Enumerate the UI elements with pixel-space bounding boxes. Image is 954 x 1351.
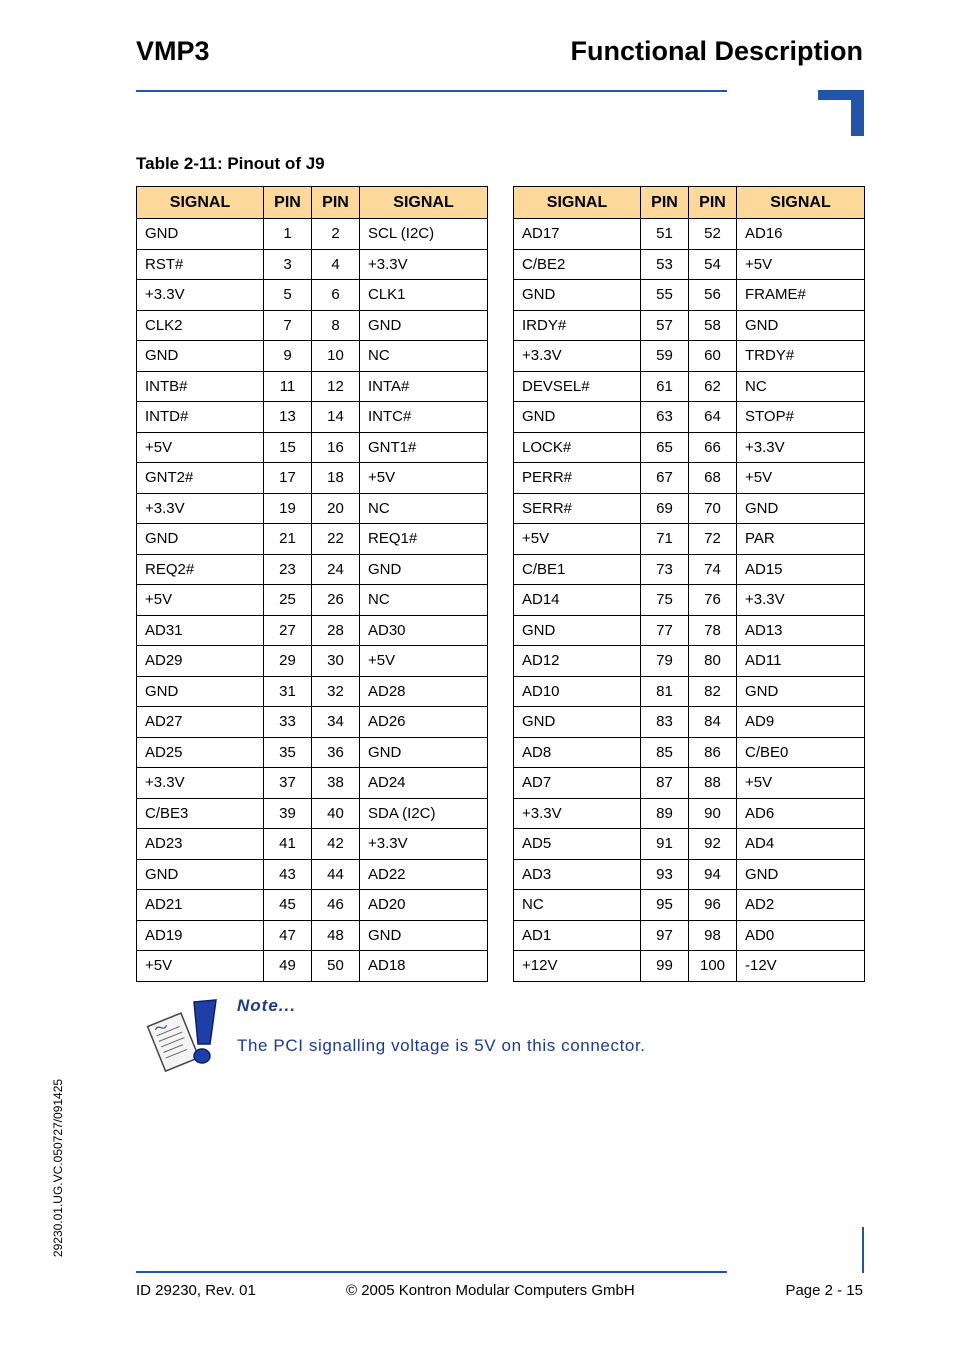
signal-cell: GND [514,402,641,433]
pin-cell: 21 [264,524,312,555]
footer-rule [136,1271,727,1273]
signal-cell: +5V [137,951,264,982]
pin-cell: 4 [312,249,360,280]
signal-cell: +3.3V [360,829,488,860]
signal-cell: AD6 [737,798,865,829]
signal-cell: C/BE0 [737,737,865,768]
pin-cell: 90 [689,798,737,829]
table-row [514,371,865,402]
pin-cell: 86 [689,737,737,768]
pin-cell: 57 [641,310,689,341]
pin-cell: 3 [264,249,312,280]
pin-cell: 33 [264,707,312,738]
pin-cell: 70 [689,493,737,524]
signal-cell: AD7 [514,768,641,799]
pin-cell: 29 [264,646,312,677]
table-row [514,890,865,921]
pin-cell: 63 [641,402,689,433]
signal-cell: AD13 [737,615,865,646]
pin-cell: 61 [641,371,689,402]
pin-cell: 35 [264,737,312,768]
pin-cell: 67 [641,463,689,494]
pin-cell: 10 [312,341,360,372]
pin-cell: 83 [641,707,689,738]
pin-cell: 88 [689,768,737,799]
pin-cell: 98 [689,920,737,951]
signal-cell: +3.3V [737,585,865,616]
pin-cell: 18 [312,463,360,494]
table-row [137,402,488,433]
pin-cell: 1 [264,219,312,250]
signal-cell: GND [514,615,641,646]
signal-cell: AD24 [360,768,488,799]
pin-cell: 71 [641,524,689,555]
pinout-table-left [136,186,488,982]
pin-cell: 79 [641,646,689,677]
table-row [137,951,488,982]
pin-cell: 22 [312,524,360,555]
signal-cell: AD25 [137,737,264,768]
signal-cell: GND [137,341,264,372]
signal-cell: GND [737,859,865,890]
pin-cell: 30 [312,646,360,677]
signal-cell: AD15 [737,554,865,585]
signal-cell: GND [360,737,488,768]
table-row [137,219,488,250]
signal-cell: +5V [737,463,865,494]
pin-cell: 46 [312,890,360,921]
pin-cell: 24 [312,554,360,585]
pin-cell: 62 [689,371,737,402]
pin-cell: 93 [641,859,689,890]
signal-cell: AD26 [360,707,488,738]
pin-cell: 32 [312,676,360,707]
signal-cell: AD12 [514,646,641,677]
signal-cell: NC [360,341,488,372]
pin-cell: 81 [641,676,689,707]
pin-cell: 50 [312,951,360,982]
column-header-pin: PIN [689,187,737,219]
footer-page-number: Page 2 - 15 [785,1282,863,1299]
signal-cell: IRDY# [514,310,641,341]
pin-cell: 60 [689,341,737,372]
signal-cell: AD2 [737,890,865,921]
table-row [137,768,488,799]
signal-cell: GND [137,524,264,555]
signal-cell: AD1 [514,920,641,951]
pin-cell: 58 [689,310,737,341]
table-row [514,951,865,982]
pin-cell: 91 [641,829,689,860]
pin-cell: 23 [264,554,312,585]
signal-cell: AD27 [137,707,264,738]
pin-cell: 2 [312,219,360,250]
table-row [514,798,865,829]
table-row [514,493,865,524]
pin-cell: 75 [641,585,689,616]
note-exclamation-icon [144,998,222,1074]
table-header-row [514,187,865,219]
table-caption: Table 2-11: Pinout of J9 [136,154,325,173]
column-header-signal: SIGNAL [737,187,865,219]
table-row [514,554,865,585]
signal-cell: GND [360,310,488,341]
signal-cell: RST# [137,249,264,280]
document-id-vertical: 29230.01.UG.VC.050727/091425 [51,1078,65,1258]
signal-cell: CLK1 [360,280,488,311]
pin-cell: 12 [312,371,360,402]
pin-cell: 65 [641,432,689,463]
signal-cell: DEVSEL# [514,371,641,402]
signal-cell: AD8 [514,737,641,768]
pin-cell: 55 [641,280,689,311]
pin-cell: 51 [641,219,689,250]
pin-cell: 15 [264,432,312,463]
signal-cell: LOCK# [514,432,641,463]
signal-cell: AD16 [737,219,865,250]
signal-cell: GND [514,280,641,311]
signal-cell: +5V [360,646,488,677]
pin-cell: 78 [689,615,737,646]
pin-cell: 66 [689,432,737,463]
footer-document-id: ID 29230, Rev. 01 [136,1282,256,1299]
signal-cell: AD18 [360,951,488,982]
signal-cell: INTB# [137,371,264,402]
pin-cell: 41 [264,829,312,860]
pin-cell: 16 [312,432,360,463]
table-row [137,432,488,463]
signal-cell: +5V [514,524,641,555]
table-row [514,737,865,768]
signal-cell: +3.3V [137,493,264,524]
pin-cell: 31 [264,676,312,707]
pin-cell: 89 [641,798,689,829]
header-section-title: Functional Description [570,36,863,66]
signal-cell: +3.3V [514,341,641,372]
table-row [137,585,488,616]
table-row [137,280,488,311]
table-row [514,524,865,555]
pin-cell: 34 [312,707,360,738]
signal-cell: +3.3V [137,768,264,799]
signal-cell: AD28 [360,676,488,707]
pin-cell: 28 [312,615,360,646]
signal-cell: NC [360,585,488,616]
table-row [137,707,488,738]
signal-cell: +12V [514,951,641,982]
pin-cell: 54 [689,249,737,280]
table-row [514,768,865,799]
pin-cell: 14 [312,402,360,433]
pin-cell: 100 [689,951,737,982]
signal-cell: CLK2 [137,310,264,341]
table-row [137,920,488,951]
signal-cell: INTD# [137,402,264,433]
table-row [137,676,488,707]
signal-cell: PERR# [514,463,641,494]
pin-cell: 42 [312,829,360,860]
pinout-table-right [513,186,865,982]
pin-cell: 85 [641,737,689,768]
table-row [514,646,865,677]
pin-cell: 72 [689,524,737,555]
signal-cell: +3.3V [360,249,488,280]
signal-cell: GND [737,493,865,524]
signal-cell: C/BE2 [514,249,641,280]
signal-cell: C/BE1 [514,554,641,585]
pin-cell: 7 [264,310,312,341]
corner-mark-vertical [851,90,864,136]
pin-cell: 52 [689,219,737,250]
header-product-title: VMP3 [136,36,210,66]
signal-cell: +3.3V [137,280,264,311]
signal-cell: AD9 [737,707,865,738]
signal-cell: AD4 [737,829,865,860]
pin-cell: 56 [689,280,737,311]
signal-cell: NC [360,493,488,524]
table-row [514,341,865,372]
table-row [514,676,865,707]
signal-cell: GND [360,920,488,951]
signal-cell: AD31 [137,615,264,646]
table-row [137,737,488,768]
signal-cell: AD19 [137,920,264,951]
table-row [514,920,865,951]
note-title: Note... [237,996,296,1015]
table-row [514,310,865,341]
table-row [137,493,488,524]
pin-cell: 37 [264,768,312,799]
pin-cell: 6 [312,280,360,311]
signal-cell: AD30 [360,615,488,646]
pin-cell: 76 [689,585,737,616]
signal-cell: GND [360,554,488,585]
signal-cell: -12V [737,951,865,982]
table-row [137,798,488,829]
signal-cell: INTC# [360,402,488,433]
signal-cell: AD21 [137,890,264,921]
table-row [514,249,865,280]
table-row [137,371,488,402]
column-header-pin: PIN [264,187,312,219]
column-header-pin: PIN [641,187,689,219]
pin-cell: 8 [312,310,360,341]
pin-cell: 82 [689,676,737,707]
table-row [514,432,865,463]
signal-cell: AD22 [360,859,488,890]
signal-cell: AD11 [737,646,865,677]
pin-cell: 5 [264,280,312,311]
signal-cell: AD17 [514,219,641,250]
signal-cell: NC [514,890,641,921]
footer-copyright: © 2005 Kontron Modular Computers GmbH [346,1282,635,1299]
pin-cell: 9 [264,341,312,372]
pin-cell: 74 [689,554,737,585]
table-row [514,707,865,738]
pin-cell: 44 [312,859,360,890]
table-row [137,524,488,555]
pin-cell: 96 [689,890,737,921]
pin-cell: 39 [264,798,312,829]
pin-cell: 45 [264,890,312,921]
pin-cell: 47 [264,920,312,951]
pin-cell: 99 [641,951,689,982]
signal-cell: C/BE3 [137,798,264,829]
pin-cell: 27 [264,615,312,646]
pin-cell: 68 [689,463,737,494]
signal-cell: AD3 [514,859,641,890]
table-row [514,463,865,494]
signal-cell: AD14 [514,585,641,616]
signal-cell: GNT1# [360,432,488,463]
table-row [137,249,488,280]
signal-cell: SDA (I2C) [360,798,488,829]
signal-cell: +5V [360,463,488,494]
signal-cell: TRDY# [737,341,865,372]
pin-cell: 69 [641,493,689,524]
pin-cell: 11 [264,371,312,402]
signal-cell: +5V [137,585,264,616]
signal-cell: AD10 [514,676,641,707]
signal-cell: STOP# [737,402,865,433]
signal-cell: FRAME# [737,280,865,311]
signal-cell: GND [137,676,264,707]
pin-cell: 48 [312,920,360,951]
table-row [514,585,865,616]
pin-cell: 87 [641,768,689,799]
table-row [137,310,488,341]
signal-cell: GND [737,310,865,341]
pin-cell: 36 [312,737,360,768]
table-row [137,463,488,494]
column-header-signal: SIGNAL [137,187,264,219]
pin-cell: 53 [641,249,689,280]
pin-cell: 19 [264,493,312,524]
signal-cell: AD20 [360,890,488,921]
signal-cell: +5V [737,249,865,280]
signal-cell: GNT2# [137,463,264,494]
pin-cell: 94 [689,859,737,890]
signal-cell: NC [737,371,865,402]
column-header-signal: SIGNAL [360,187,488,219]
pin-cell: 80 [689,646,737,677]
signal-cell: SCL (I2C) [360,219,488,250]
pin-cell: 49 [264,951,312,982]
pin-cell: 20 [312,493,360,524]
pin-cell: 43 [264,859,312,890]
table-row [137,829,488,860]
table-row [137,859,488,890]
table-row [514,859,865,890]
signal-cell: +3.3V [514,798,641,829]
signal-cell: +3.3V [737,432,865,463]
signal-cell: AD5 [514,829,641,860]
pin-cell: 97 [641,920,689,951]
signal-cell: REQ1# [360,524,488,555]
note-text: The PCI signalling voltage is 5V on this connector. [237,1036,646,1055]
column-header-pin: PIN [312,187,360,219]
pin-cell: 64 [689,402,737,433]
table-row [514,615,865,646]
signal-cell: GND [137,859,264,890]
signal-cell: GND [137,219,264,250]
table-header-row [137,187,488,219]
pin-cell: 92 [689,829,737,860]
pin-cell: 26 [312,585,360,616]
table-row [137,646,488,677]
pin-cell: 13 [264,402,312,433]
table-row [137,890,488,921]
pin-cell: 95 [641,890,689,921]
signal-cell: AD29 [137,646,264,677]
pin-cell: 84 [689,707,737,738]
signal-cell: AD23 [137,829,264,860]
table-row [514,829,865,860]
pin-cell: 73 [641,554,689,585]
signal-cell: +5V [737,768,865,799]
header-rule [136,90,727,92]
pin-cell: 25 [264,585,312,616]
table-row [514,280,865,311]
pin-cell: 59 [641,341,689,372]
signal-cell: GND [514,707,641,738]
footer-corner-mark [862,1227,864,1273]
table-row [137,615,488,646]
signal-cell: REQ2# [137,554,264,585]
signal-cell: INTA# [360,371,488,402]
pin-cell: 40 [312,798,360,829]
signal-cell: +5V [137,432,264,463]
pin-cell: 77 [641,615,689,646]
table-row [514,219,865,250]
table-row [137,554,488,585]
pin-cell: 38 [312,768,360,799]
signal-cell: SERR# [514,493,641,524]
table-row [137,341,488,372]
signal-cell: GND [737,676,865,707]
column-header-signal: SIGNAL [514,187,641,219]
signal-cell: PAR [737,524,865,555]
pin-cell: 17 [264,463,312,494]
table-row [514,402,865,433]
signal-cell: AD0 [737,920,865,951]
